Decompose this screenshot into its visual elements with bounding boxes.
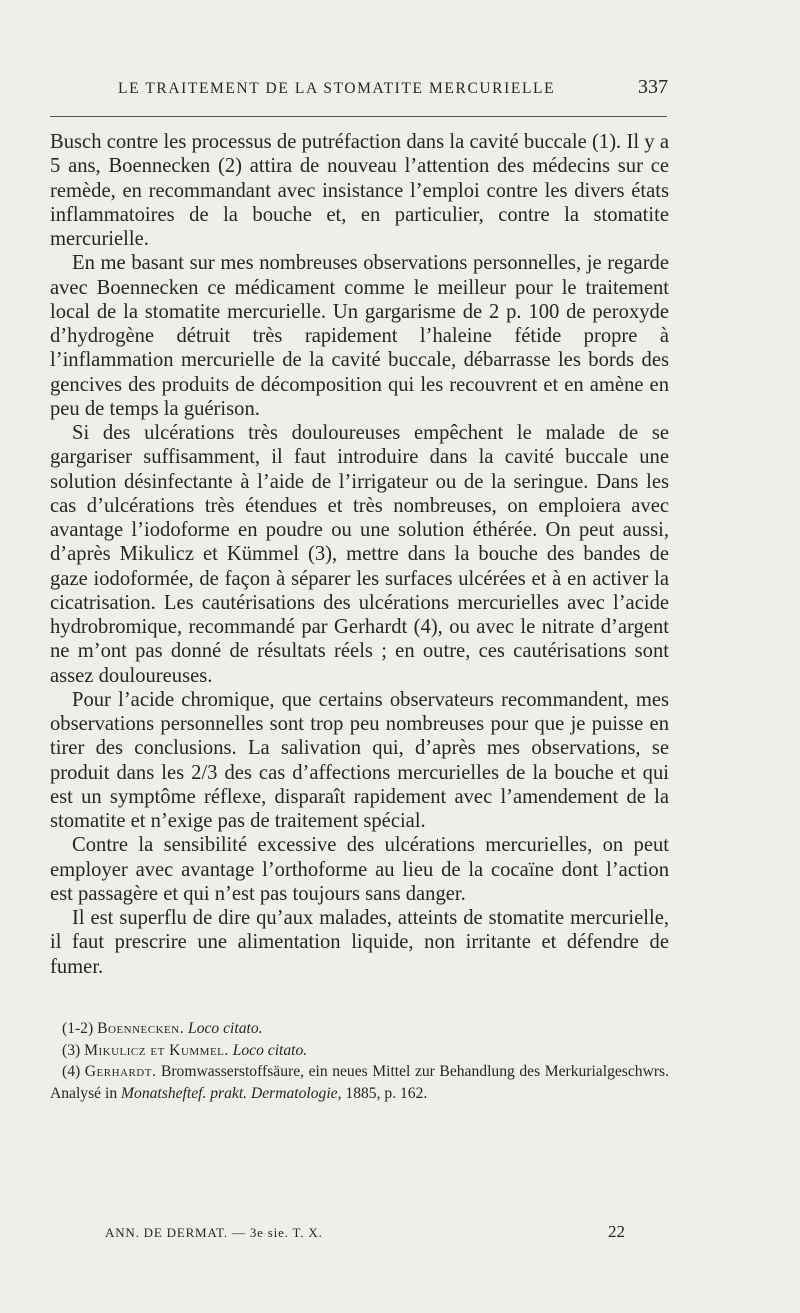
footnote-author: Mikulicz et Kummel. bbox=[84, 1041, 229, 1059]
paragraph: Busch contre les processus de putréfaction dans la cavité buccale (1). Il y a 5 ans, Boennecken (2) attira de nouveau l’attention des médecins sur ce remède, en recommandant avec insistance l’emploi contre les divers états inflammatoires de la bouche et, en particulier, contre la stomatite mercurielle. bbox=[50, 131, 669, 250]
footnote bbox=[50, 1018, 669, 1040]
footnote-author: Gerhardt. bbox=[84, 1063, 157, 1080]
footnote bbox=[50, 1040, 669, 1062]
header-rule bbox=[50, 116, 667, 117]
footnote-number: (4) bbox=[62, 1063, 81, 1080]
footnote-number: (3) bbox=[62, 1041, 81, 1059]
body-text bbox=[50, 130, 669, 979]
footnotes bbox=[50, 1018, 669, 1104]
footnote bbox=[50, 1061, 669, 1104]
footer-folio: 22 bbox=[608, 1222, 625, 1241]
paragraph: Contre la sensibilité excessive des ulcérations mercurielles, on peut employer avec avantage l’orthoforme au lieu de la cocaïne dont l’action est passagère et qui n’est pas toujours sans danger. bbox=[50, 834, 669, 905]
footnote-tail: 1885, p. 162. bbox=[345, 1084, 428, 1102]
footnote-text: Bromwasserstoffsäure, ein neues Mittel zur Behandlung des Merkurialgeschwrs. Analysé in bbox=[50, 1063, 669, 1102]
footnote-author: Boennecken. bbox=[97, 1020, 185, 1037]
paragraph: En me basant sur mes nombreuses observations personnelles, je regarde avec Boennecken ce médicament comme le meilleur pour le traitement local de la stomatite mercurielle. Un gargarisme de 2 p. 100 de peroxyde d’hydrogène détruit très rapidement l’haleine fétide propre à l’inflammation mercurielle de la cavité buccale, débarrasse les bords des gencives des produits de décomposition qui les recouvrent et en amène en peu de temps la guérison. bbox=[50, 252, 669, 420]
footer-journal: ANN. DE DERMAT. — 3e sie. T. X. bbox=[105, 1225, 323, 1240]
paragraph: Il est superflu de dire qu’aux malades, atteints de stomatite mercurielle, il faut prescrire une alimentation liquide, non irritante et défendre de fumer. bbox=[50, 907, 669, 978]
footnote-reference: Loco citato. bbox=[188, 1020, 263, 1037]
footnote-number: (1-2) bbox=[62, 1020, 94, 1037]
page-footer bbox=[105, 1222, 625, 1242]
page-number: 337 bbox=[638, 76, 668, 98]
running-title: LE TRAITEMENT DE LA STOMATITE MERCURIELLE bbox=[118, 80, 556, 97]
paragraph: Pour l’acide chromique, que certains observateurs recommandent, mes observations personnelles sont trop peu nombreuses pour que je puisse en tirer des conclusions. La salivation qui, d’après mes observations, se produit dans les 2/3 des cas d’affections mercurielles de la bouche et qui est un symptôme réflexe, disparaît rapidement avec l’amendement de la stomatite et n’exige pas de traitement spécial. bbox=[50, 688, 669, 832]
running-head bbox=[118, 76, 668, 99]
footnote-journal: Monatsheftef. prakt. Dermatologie, bbox=[121, 1084, 342, 1102]
paragraph: Si des ulcérations très douloureuses empêchent le malade de se gargariser suffisamment, il faut introduire dans la cavité buccale une solution désinfectante à l’aide de l’irrigateur ou de la seringue. Dans les cas d’ulcérations très étendues et très nombreuses, on emploiera avec avantage l’iodoforme en poudre ou une solution éthérée. On peut aussi, d’après Mikulicz et Kümmel (3), mettre dans la bouche des bandes de gaze iodoformée, de façon à séparer les surfaces ulcérées et à en activer la cicatrisation. Les cautérisations des ulcérations mercurielles avec l’acide hydrobromique, recommandé par Gerhardt (4), ou avec le nitrate d’argent ne m’ont pas donné de résultats réels ; en outre, ces cautérisations sont assez douloureuses. bbox=[50, 422, 669, 687]
footnote-reference: Loco citato. bbox=[232, 1041, 308, 1059]
